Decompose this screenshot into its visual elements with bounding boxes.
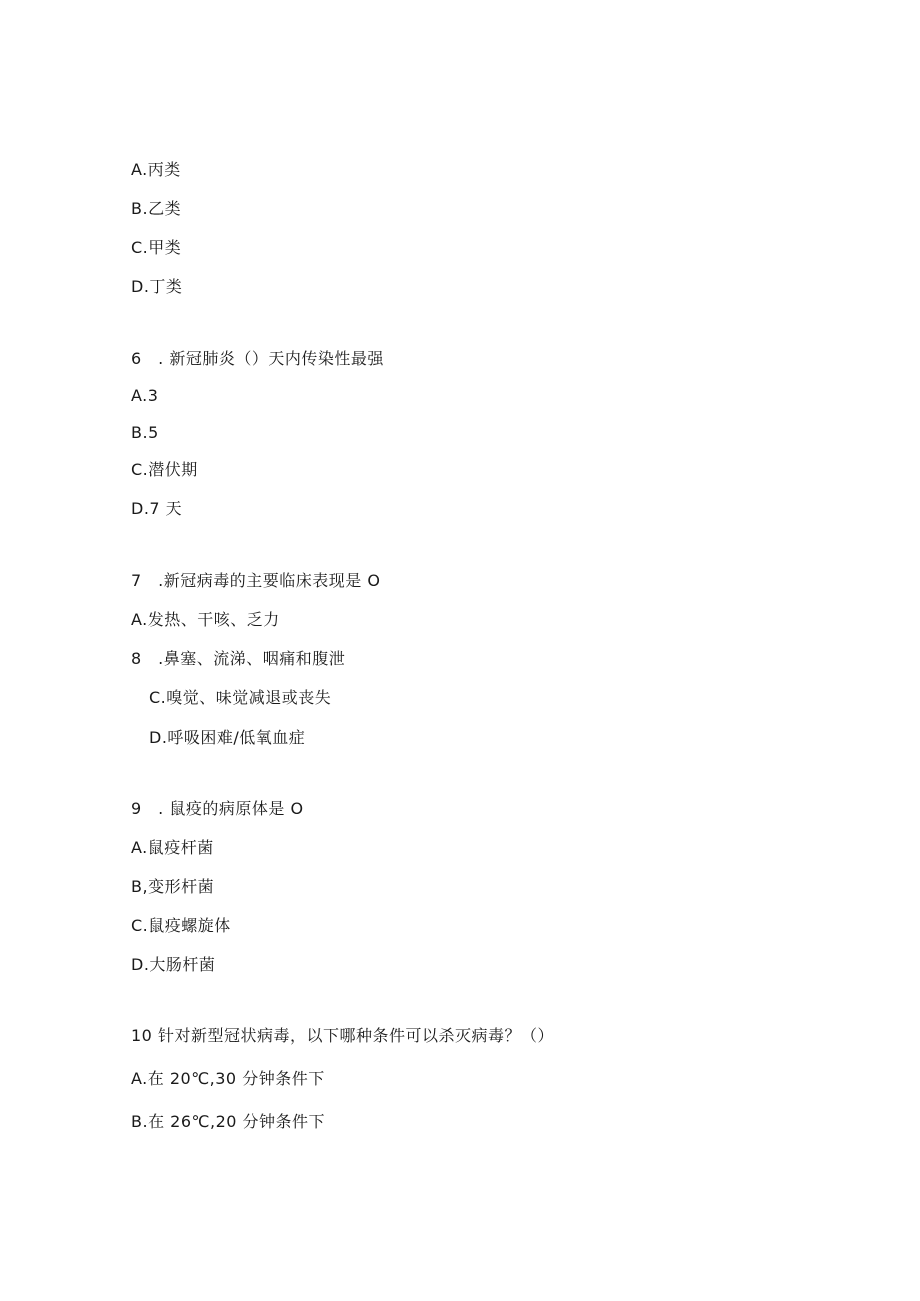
q5-option-a: A.丙类 — [131, 160, 181, 179]
q6-option-b: B.5 — [131, 423, 159, 442]
question-7: 7 .新冠病毒的主要临床表现是 O — [131, 571, 381, 590]
q7-option-b: 8 .鼻塞、流涕、咽痛和腹泄 — [131, 649, 346, 668]
question-9: 9 . 鼠疫的病原体是 O — [131, 799, 304, 818]
q9-option-c: C.鼠疫螺旋体 — [131, 916, 231, 935]
q7-option-c: C.嗅觉、味觉减退或丧失 — [149, 688, 332, 707]
q5-option-c: C.甲类 — [131, 238, 182, 257]
q10-option-a: A.在 20℃,30 分钟条件下 — [131, 1069, 325, 1088]
q7-option-d: D.呼吸困难/低氧血症 — [149, 728, 306, 747]
q6-option-c: C.潜伏期 — [131, 460, 198, 479]
q9-option-d: D.大肠杆菌 — [131, 955, 216, 974]
q10-option-b: B.在 26℃,20 分钟条件下 — [131, 1112, 326, 1131]
q9-option-b: B,变形杆菌 — [131, 877, 215, 896]
q6-option-d: D.7 天 — [131, 499, 183, 518]
q5-option-b: B.乙类 — [131, 199, 182, 218]
question-6: 6 . 新冠肺炎（）天内传染性最强 — [131, 349, 384, 368]
q9-option-a: A.鼠疫杆菌 — [131, 838, 214, 857]
q5-option-d: D.丁类 — [131, 277, 183, 296]
q6-option-a: A.3 — [131, 386, 159, 405]
question-10: 10 针对新型冠状病毒，以下哪种条件可以杀灭病毒？（） — [131, 1026, 554, 1045]
q7-option-a: A.发热、干咳、乏力 — [131, 610, 280, 629]
